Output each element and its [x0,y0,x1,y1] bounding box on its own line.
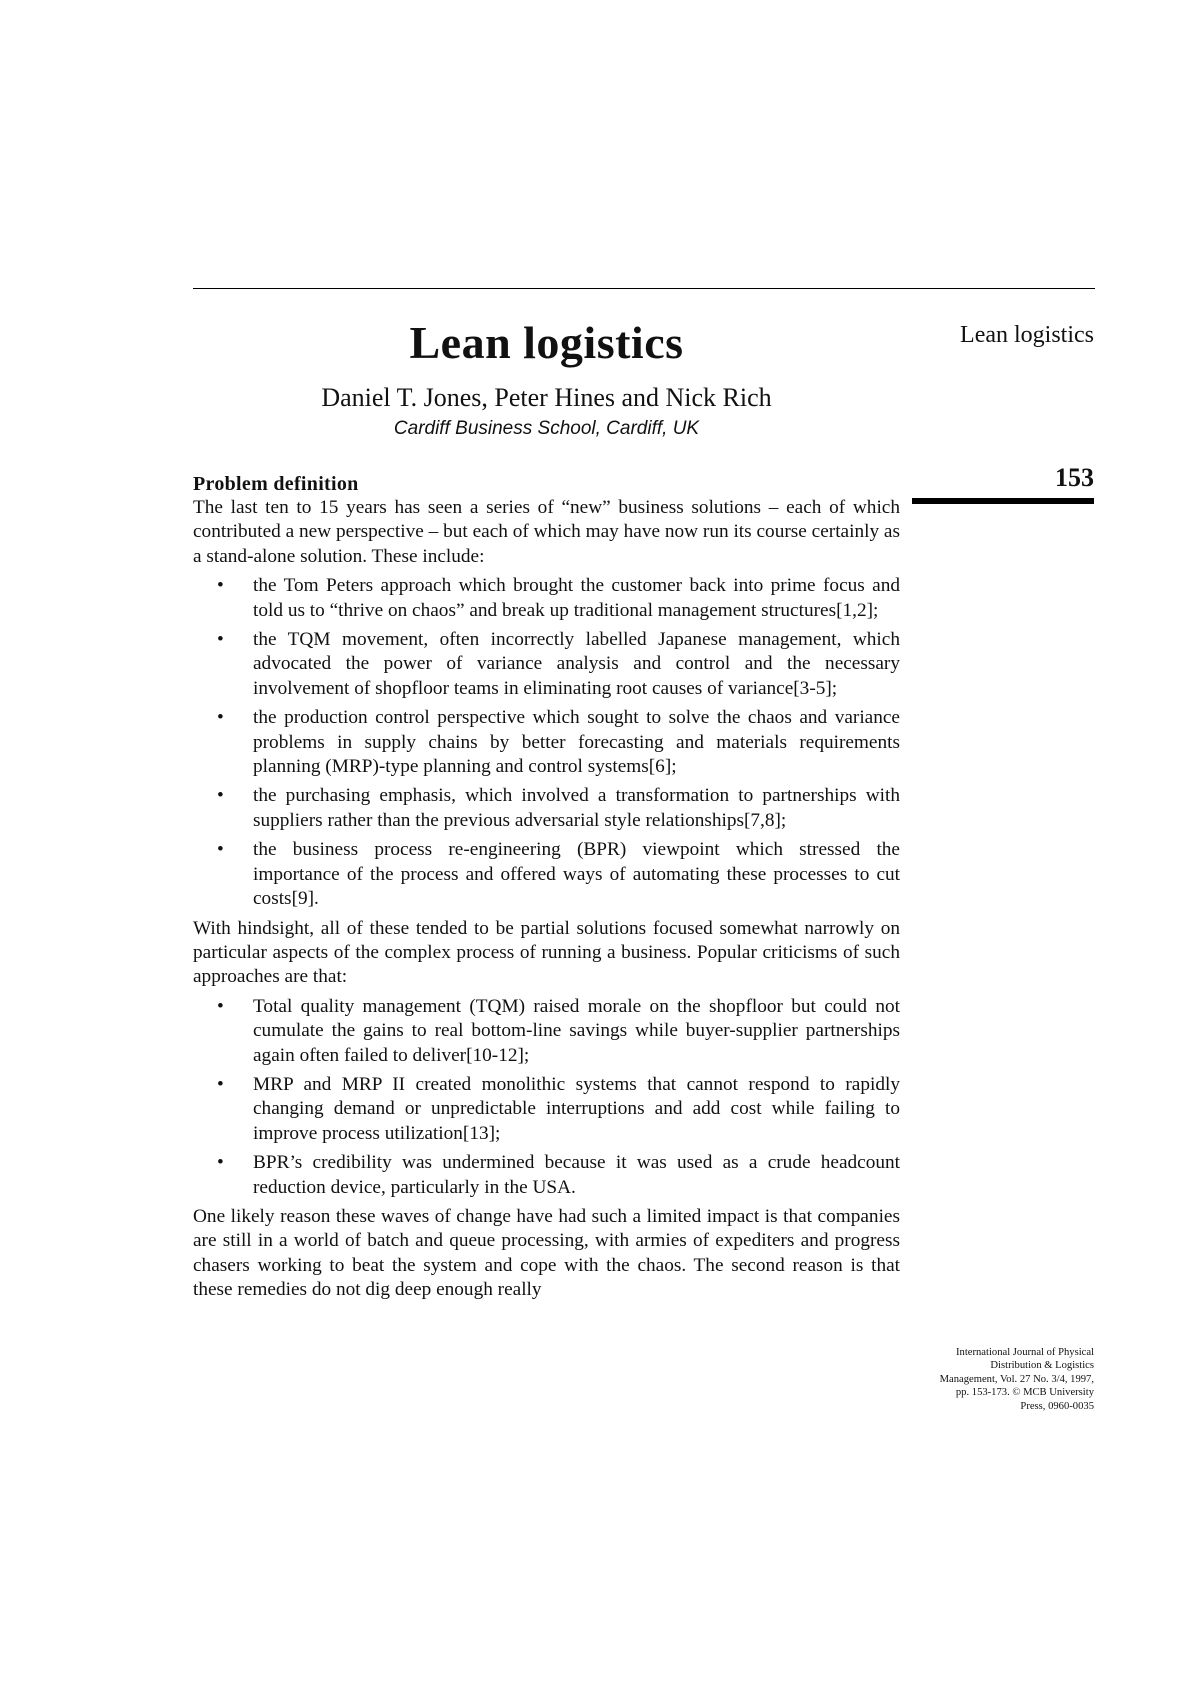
list-item: • the Tom Peters approach which brought the customer back into prime focus and told us to “thrive on chaos” and break up traditional management structures[1,2]; [217,575,900,621]
list-item: • MRP and MRP II created monolithic systems that cannot respond to rapidly changing demand or unpredictable interruptions and add cost while failing to improve process utilization[13]; [217,1073,900,1144]
list-item: • the production control perspective which sought to solve the chaos and variance problems in supply chains by better forecasting and materials requirements planning (MRP)-type planning and control systems[6]; [217,707,900,778]
bullet-icon: • [217,995,224,1017]
bullet-icon: • [217,1073,224,1095]
bullet-icon: • [217,839,224,861]
citation-line: International Journal of Physical [956,1347,1094,1358]
bullet-icon: • [217,707,224,729]
solutions-list [193,574,900,911]
citation-line: Press, 0960-0035 [1020,1400,1094,1412]
top-rule [193,288,1095,289]
article-title: Lean logistics [409,317,684,368]
page-number-rule [912,498,1094,504]
bullet-icon: • [217,785,224,807]
bullet-icon: • [217,629,224,651]
bullet-icon: • [217,1152,224,1174]
citation-line: Distribution & Logistics [990,1360,1094,1372]
list-item: • Total quality management (TQM) raised morale on the shopfloor but could not cumulate the gains to real bottom-line savings while buyer-supplier partnerships again often failed to deliver[10-12]; [217,995,900,1066]
list-item: • the purchasing emphasis, which involved a transformation to partnerships with suppliers rather than the previous adversarial style relationships[7,8]; [217,785,900,831]
affiliation: Cardiff Business School, Cardiff, UK [393,418,700,439]
criticisms-list [193,995,900,1200]
section-heading: Problem definition [193,473,359,495]
list-item: • the business process re-engineering (BPR) viewpoint which stressed the importance of the process and offered ways of automating these processes to cut costs[9]. [217,839,900,910]
bullet-icon: • [217,575,224,597]
citation-line: Management, Vol. 27 No. 3/4, 1997, [939,1373,1094,1385]
article-body [193,472,900,1308]
closing-paragraph: One likely reason these waves of change have had such a limited impact is that companies are still in a world of batch and queue processing, with armies of expediters and progress chasers working to beat the system and cope with the chaos. The second reason is that these remedies do not dig deep enough really [193,1205,900,1301]
running-title: Lean logistics [960,322,1094,348]
journal-citation [904,1346,1094,1413]
citation-line: pp. 153-173. © MCB University [955,1387,1094,1399]
list-item: • the TQM movement, often incorrectly labelled Japanese management, which advocated the power of variance analysis and control and the necessary involvement of shopfloor teams in eliminating root causes of variance[3-5]; [217,629,900,699]
page-number: 153 [1055,463,1094,492]
intro-paragraph: The last ten to 15 years has seen a series of “new” business solutions – each of which contributed a new perspective – but each of which may have now run its course certainly as a stand-alone solution. These include: [193,497,900,567]
authors: Daniel T. Jones, Peter Hines and Nick Rich [321,383,772,412]
list-item: • BPR’s credibility was undermined because it was used as a crude headcount reduction device, particularly in the USA. [217,1152,900,1198]
hindsight-paragraph: With hindsight, all of these tended to be partial solutions focused somewhat narrowly on particular aspects of the complex process of running a business. Popular criticisms of such approaches are that: [193,917,900,988]
